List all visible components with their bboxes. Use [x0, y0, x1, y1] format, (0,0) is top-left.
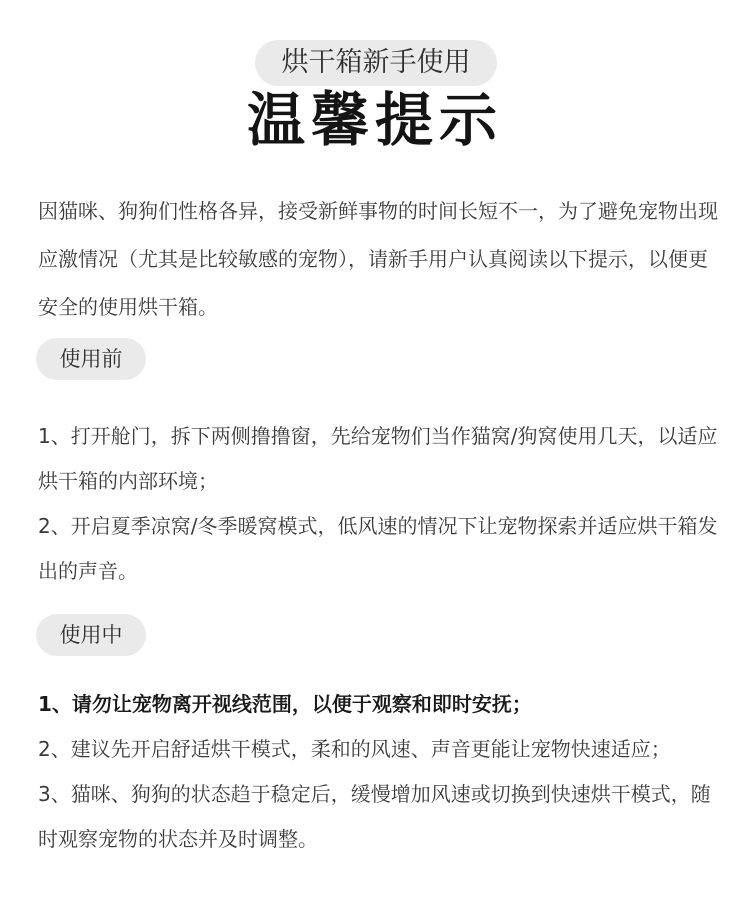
list-item: 2、开启夏季凉窝/冬季暖窝模式，低风速的情况下让宠物探索并适应烘干箱发出的声音。	[38, 514, 718, 583]
section-label-before-use: 使用前	[36, 338, 146, 380]
page-title: 温馨提示	[246, 86, 503, 154]
intro-paragraph: 因猫咪、狗狗们性格各异，接受新鲜事物的时间长短不一，为了避免宠物出现应激情况（尤其是比较敏感的宠物），请新手用户认真阅读以下提示，以便更安全的使用烘干箱。	[38, 199, 718, 319]
header-badge: 烘干箱新手使用	[255, 40, 497, 86]
list-item: 2、建议先开启舒适烘干模式，柔和的风速、声音更能让宠物快速适应；	[38, 737, 671, 761]
before-use-list	[38, 414, 720, 594]
section-label-during-use: 使用中	[36, 614, 146, 656]
list-item: 1、请勿让宠物离开视线范围，以便于观察和即时安抚；	[38, 692, 532, 716]
list-item: 1、打开舱门，拆下两侧撸撸窗，先给宠物们当作猫窝/狗窝使用几天，以适应烘干箱的内部环境；	[38, 424, 718, 493]
during-use-list	[38, 682, 720, 862]
list-item: 3、猫咪、狗狗的状态趋于稳定后，缓慢增加风速或切换到快速烘干模式，随时观察宠物的状态并及时调整。	[38, 782, 711, 851]
